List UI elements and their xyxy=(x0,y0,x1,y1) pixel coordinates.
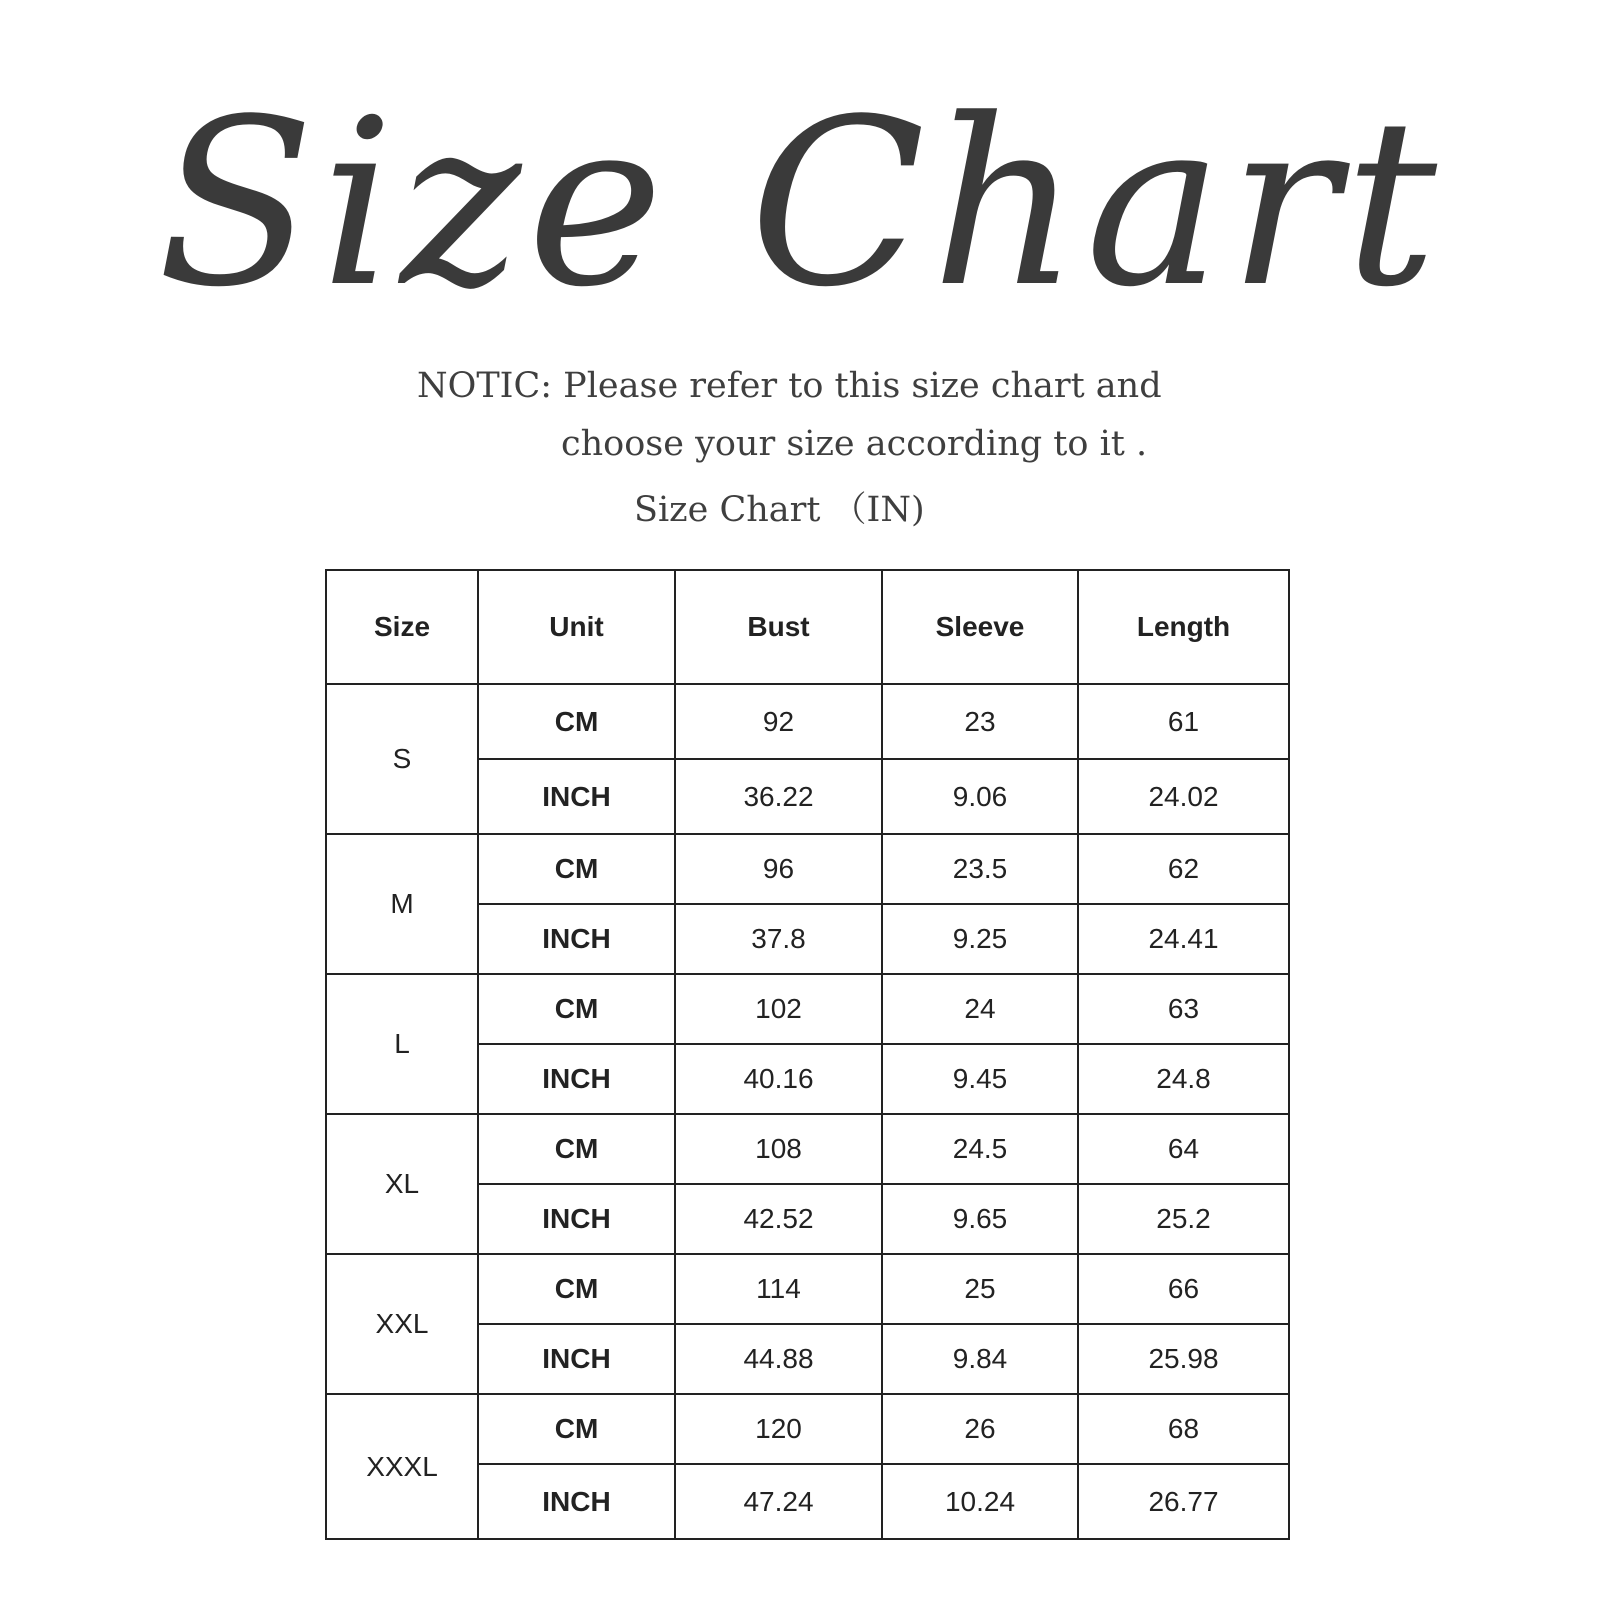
table-row xyxy=(326,1394,1289,1464)
notice-line-1: NOTIC: Please refer to this size chart and xyxy=(417,366,1162,406)
sleeve-cell: 25 xyxy=(882,1254,1078,1324)
size-label: M xyxy=(326,834,478,974)
unit-cell: INCH xyxy=(478,1044,675,1114)
size-label: XXL xyxy=(326,1254,478,1394)
bust-cell: 42.52 xyxy=(675,1184,882,1254)
sleeve-cell: 23.5 xyxy=(882,834,1078,904)
unit-cell: INCH xyxy=(478,904,675,974)
header-length: Length xyxy=(1078,570,1289,684)
unit-cell: INCH xyxy=(478,1464,675,1539)
table-row xyxy=(326,1254,1289,1324)
sleeve-cell: 23 xyxy=(882,684,1078,759)
length-cell: 24.8 xyxy=(1078,1044,1289,1114)
size-label: L xyxy=(326,974,478,1114)
page-title xyxy=(0,40,1600,370)
unit-cell: CM xyxy=(478,1254,675,1324)
sleeve-cell: 9.65 xyxy=(882,1184,1078,1254)
table-row xyxy=(326,974,1289,1044)
bust-cell: 36.22 xyxy=(675,759,882,834)
unit-cell: CM xyxy=(478,834,675,904)
sleeve-cell: 9.25 xyxy=(882,904,1078,974)
length-cell: 24.41 xyxy=(1078,904,1289,974)
bust-cell: 47.24 xyxy=(675,1464,882,1539)
title-word-chart: Chart xyxy=(749,71,1444,338)
sleeve-cell: 26 xyxy=(882,1394,1078,1464)
sleeve-cell: 9.45 xyxy=(882,1044,1078,1114)
length-cell: 25.2 xyxy=(1078,1184,1289,1254)
bust-cell: 102 xyxy=(675,974,882,1044)
bust-cell: 37.8 xyxy=(675,904,882,974)
table-row xyxy=(326,1114,1289,1184)
sleeve-cell: 9.06 xyxy=(882,759,1078,834)
length-cell: 63 xyxy=(1078,974,1289,1044)
bust-cell: 96 xyxy=(675,834,882,904)
bust-cell: 114 xyxy=(675,1254,882,1324)
length-cell: 68 xyxy=(1078,1394,1289,1464)
chart-subtitle: Size Chart （IN) xyxy=(634,490,925,530)
length-cell: 26.77 xyxy=(1078,1464,1289,1539)
size-label: XL xyxy=(326,1114,478,1254)
bust-cell: 108 xyxy=(675,1114,882,1184)
sleeve-cell: 9.84 xyxy=(882,1324,1078,1394)
sleeve-cell: 10.24 xyxy=(882,1464,1078,1539)
unit-cell: CM xyxy=(478,1114,675,1184)
header-size: Size xyxy=(326,570,478,684)
length-cell: 66 xyxy=(1078,1254,1289,1324)
sleeve-cell: 24.5 xyxy=(882,1114,1078,1184)
table-row xyxy=(326,684,1289,759)
bust-cell: 40.16 xyxy=(675,1044,882,1114)
table-header-row xyxy=(326,570,1289,684)
length-cell: 62 xyxy=(1078,834,1289,904)
table-row xyxy=(326,834,1289,904)
unit-cell: CM xyxy=(478,684,675,759)
length-cell: 25.98 xyxy=(1078,1324,1289,1394)
title-word-size: Size xyxy=(156,71,670,338)
bust-cell: 44.88 xyxy=(675,1324,882,1394)
length-cell: 24.02 xyxy=(1078,759,1289,834)
unit-cell: INCH xyxy=(478,1184,675,1254)
size-table xyxy=(325,569,1290,1540)
unit-cell: INCH xyxy=(478,1324,675,1394)
sleeve-cell: 24 xyxy=(882,974,1078,1044)
length-cell: 61 xyxy=(1078,684,1289,759)
notice-line-2: choose your size according to it . xyxy=(561,424,1148,464)
bust-cell: 92 xyxy=(675,684,882,759)
bust-cell: 120 xyxy=(675,1394,882,1464)
size-label: XXXL xyxy=(326,1394,478,1539)
unit-cell: CM xyxy=(478,974,675,1044)
header-sleeve: Sleeve xyxy=(882,570,1078,684)
unit-cell: INCH xyxy=(478,759,675,834)
size-label: S xyxy=(326,684,478,834)
length-cell: 64 xyxy=(1078,1114,1289,1184)
unit-cell: CM xyxy=(478,1394,675,1464)
header-bust: Bust xyxy=(675,570,882,684)
header-unit: Unit xyxy=(478,570,675,684)
